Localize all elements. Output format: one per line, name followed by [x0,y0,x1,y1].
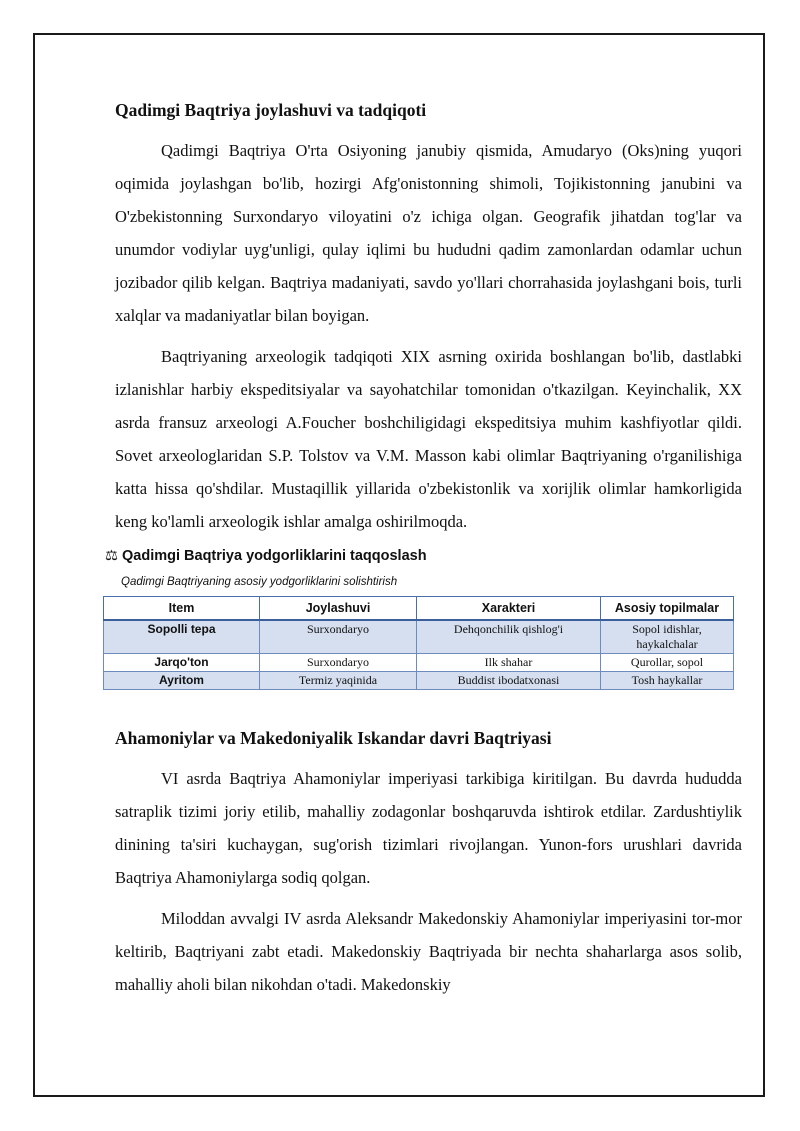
monuments-comparison-table [103,596,734,690]
cell-character: Ilk shahar [417,654,601,672]
header-main-finds: Asosiy topilmalar [601,597,734,621]
cell-main-finds: Tosh haykallar [601,672,734,690]
paragraph-archaeology: Baqtriyaning arxeologik tadqiqoti XIX asrning oxirida boshlangan bo'lib, dastlabki izlanishlar harbiy ekspeditsiyalar va sayohatchilar tomonidan o'tkazilgan. Keyinchalik, XX asrda fransuz arxeologi A.Foucher boshchiligidagi ekspeditsiya muhim kashfiyotlar qildi. Sovet arxeologlaridan S.P. Tolstov va V.M. Masson kabi olimlar Baqtriyaning o'rganilishiga katta hissa qo'shdilar. Mustaqillik yillarida o'zbekistonlik va xorijlik olimlar hamkorligida keng ko'lamli arxeologik ishlar amalga oshirilmoqda. [115,347,742,531]
table-row [104,654,734,672]
table-header-row [104,597,734,621]
table-subtitle: Qadimgi Baqtriyaning asosiy yodgorliklarini solishtirish [121,576,398,588]
cell-location: Termiz yaqinida [260,672,417,690]
cell-main-finds: Sopol idishlar, haykalchalar [601,620,734,654]
cell-location: Surxondaryo [260,620,417,654]
paragraph-achaemenid: VI asrda Baqtriya Ahamoniylar imperiyasi tarkibiga kiritilgan. Bu davrda hududda satraplik tizimi joriy etilib, mahalliy zodagonlar boshqaruvda ishtirok etdilar. Zardushtiylik dinining ta'siri kuchaygan, sug'orish tizimlari rivojlangan. Yunon-fors urushlari davrida Baqtriya Ahamoniylarga sodiq qolgan. [115,769,742,887]
table-title [105,546,743,566]
cell-item: Ayritom [104,672,260,690]
paragraph-geography: Qadimgi Baqtriya O'rta Osiyoning janubiy qismida, Amudaryo (Oks)ning yuqori oqimida joylashgan bo'lib, hozirgi Afg'onistonning shimoli, Tojikistonning janubini va O'zbekistonning Surxondaryo viloyatini o'z ichiga olgan. Geografik jihatdan tog'lar va unumdor vodiylar uyg'unligi, qulay iqlimi bu hududni qadim zamonlardan odamlar uchun jozibador qilib kelgan. Baqtriya madaniyati, savdo yo'llari chorrahasida joylashgani bois, turli xalqlar va madaniyatlar bilan boyigan. [115,141,742,325]
cell-item: Sopolli tepa [104,620,260,654]
cell-main-finds: Qurollar, sopol [601,654,734,672]
header-item: Item [104,597,260,621]
cell-item: Jarqo'ton [104,654,260,672]
comparison-table-block [105,546,743,690]
cell-character: Dehqonchilik qishlog'i [417,620,601,654]
cell-character: Buddist ibodatxonasi [417,672,601,690]
header-character: Xarakteri [417,597,601,621]
scale-icon: ⚖ [105,548,118,564]
section-heading-achaemenid: Ahamoniylar va Makedoniyalik Iskandar davri Baqtriyasi [115,728,552,748]
document-body [105,98,742,1009]
cell-location: Surxondaryo [260,654,417,672]
table-row [104,620,734,654]
section-heading-location: Qadimgi Baqtriya joylashuvi va tadqiqoti [115,100,427,120]
header-location: Joylashuvi [260,597,417,621]
section-spacer [115,690,742,726]
table-row [104,672,734,690]
table-title-text: Qadimgi Baqtriya yodgorliklarini taqqoslash [122,548,427,564]
paragraph-alexander: Miloddan avvalgi IV asrda Aleksandr Makedonskiy Ahamoniylar imperiyasini tor-mor keltirib, Baqtriyani zabt etadi. Makedonskiy Baqtriyada bir nechta shaharlarga asos solib, mahalliy aholi bilan nikohdan o'tadi. Makedonskiy [115,909,742,994]
